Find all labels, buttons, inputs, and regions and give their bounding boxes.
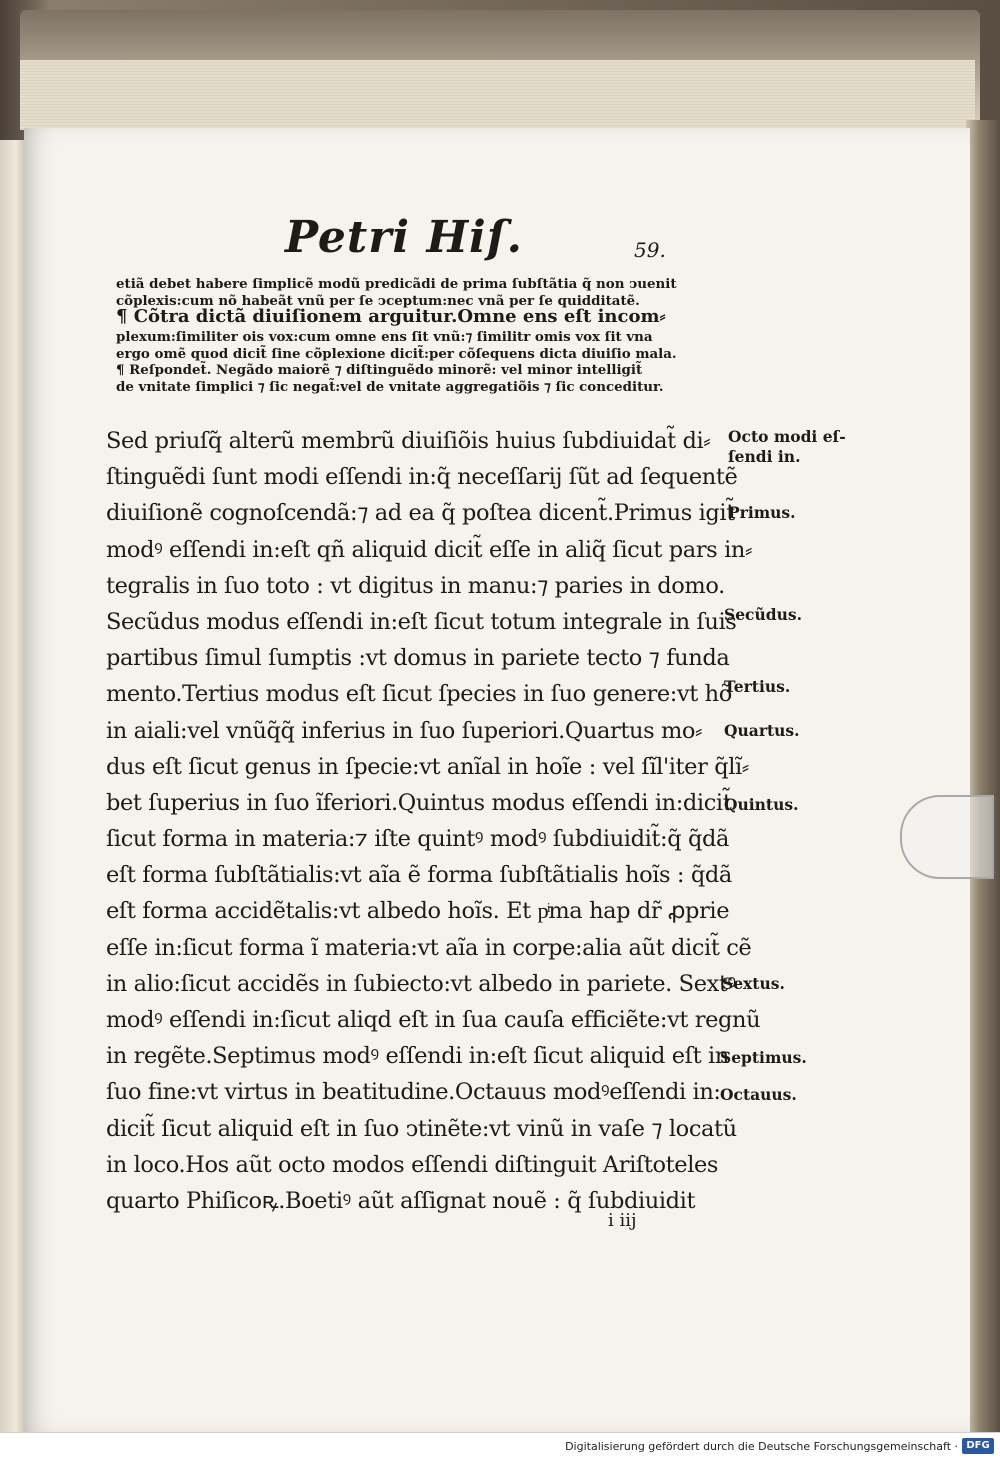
text-line: in regẽte.Septimus modꝰ eſſendi in:eſt ſicut aliquid eſt in [106, 1043, 729, 1070]
folio-number: 59. [634, 238, 666, 262]
text-line: cõplexis:cum nõ habeãt vnũ per ſe ↄceptum:nec vnã per ſe quidditatẽ. [116, 292, 640, 309]
text-line: diuiſionẽ cognoſcendã:⁊ ad ea q̃ poſtea dicent̃.Primus igit̃ [106, 500, 735, 527]
margin-note-octo-modi: Octo modi eſ- [728, 427, 846, 446]
text-line: de vnitate ſimplici ⁊ ſic negat̃:vel de vnitate aggregatiõis ⁊ ſic conceditur. [116, 378, 664, 395]
text-line: ¶ Reſpondet̃. Negãdo maiorẽ ⁊ diſtinguẽdo minorẽ: vel minor intelligit̃ [116, 362, 643, 378]
running-head: Petri Hiſ. [285, 212, 523, 263]
margin-note-primus: Primus. [728, 503, 796, 522]
footer-credit: Digitalisierung gefördert durch die Deutsche Forschungsgemeinschaft · [565, 1440, 958, 1453]
text-line: eſſe in:ſicut forma ĩ materia:vt aĩa in corpe:alia aũt dicit̃ cẽ [106, 934, 752, 961]
text-line: modꝰ eſſendi in:ſicut aliqd eſt in ſua cauſa efficiẽte:vt regnũ [106, 1007, 761, 1033]
right-binding-edge [966, 120, 1000, 1432]
margin-note-octo-modi-cont: ſendi in. [728, 447, 801, 466]
text-line: in alio:ſicut accidẽs in ſubiecto:vt albedo in pariete. Sextꝰ [106, 970, 736, 997]
margin-note-quintus: Quintus. [724, 795, 799, 814]
signature-mark: i iij [608, 1210, 637, 1231]
text-line: dus eſt ſicut genus in ſpecie:vt anĩal in hoĩe : vel ſĩl'iter q̃lĩ⸗ [106, 753, 749, 780]
small-type-block [116, 276, 716, 395]
text-line: dicit̃ ſicut aliquid eſt in ſuo ↄtinẽte:vt vinũ in vaſe ⁊ locatũ [106, 1115, 737, 1142]
margin-note-secundus: Secũdus. [724, 605, 802, 624]
margin-note-sextus: Sextus. [722, 974, 785, 993]
text-line: tegralis in ſuo toto : vt digitus in manu:⁊ paries in domo. [106, 572, 725, 599]
text-line: ¶ Cõtra dictã diuiſionem arguitur.Omne ens eſt incom⸗ [116, 306, 666, 327]
text-line: ſicut forma in materia:⁊ iſte quintꝰ modꝰ ſubdiuidit̃:q̃ q̃dã [106, 826, 729, 853]
dfg-logo[interactable]: DFG [962, 1438, 994, 1454]
text-line: etiã debet habere ſimplicẽ modũ predicãdi de prima ſubſtãtia q̃ non ↄuenit [116, 276, 677, 292]
text-line: partibus ſimul ſumptis :vt domus in pariete tecto ⁊ funda [106, 645, 730, 672]
text-line: Sed priuſq̃ alterũ membrũ diuiſiõis huius ſubdiuidat̃ di⸗ [106, 428, 711, 454]
page-edges [20, 60, 975, 130]
footer-bar [0, 1432, 1000, 1460]
text-line: Secũdus modus eſſendi in:eſt ſicut totum integrale in ſuis [106, 608, 737, 635]
text-line: bet ſuperius in ſuo ĩferiori.Quintus modus eſſendi in:dicit̃ [106, 789, 732, 816]
text-line: ergo omẽ quod dicit̃ ſine cõplexione dicit̃:per cõſequens dicta diuiſio mala. [116, 345, 677, 362]
page-clip [900, 795, 994, 879]
text-line: mento.Tertius modus eſt ſicut ſpecies in ſuo genere:vt hõ [106, 681, 732, 708]
text-line: in loco.Hos aũt octo modos eſſendi diſtinguit Ariſtoteles [106, 1151, 719, 1178]
margin-note-septimus: Septimus. [720, 1048, 807, 1067]
text-line: plexum:ſimiliter ois vox:cum omne ens ſit vnũ:⁊ ſimilitr omis vox ſit vna [116, 329, 653, 345]
text-line: eſt forma accidẽtalis:vt albedo hoĩs. Et pͥma hap dr̃ ꝓprie [106, 898, 730, 925]
text-line: ſtinguẽdi ſunt modi eſſendi in:q̃ neceſſarij ſũt ad ſequentẽ [106, 464, 738, 491]
margin-note-quartus: Quartus. [724, 721, 800, 740]
left-page-edge [0, 140, 26, 1432]
text-line: ſuo fine:vt virtus in beatitudine.Octauus modꝰeſſendi in: [106, 1079, 721, 1106]
text-line: eſt forma ſubſtãtialis:vt aĩa ẽ forma ſubſtãtialis hoĩs : q̃dã [106, 862, 732, 889]
margin-note-octauus: Octauus. [720, 1085, 797, 1104]
text-line: quarto Phiſicoꝶ.Boetiꝰ aũt aſſignat nouẽ : q̃ ſubdiuidit [106, 1187, 696, 1214]
text-line: modꝰ eſſendi in:eſt qñ aliquid dicit̃ eſſe in aliq̃ ſicut pars in⸗ [106, 536, 753, 563]
text-line: in aiali:vel vnũq̃q̃ inferius in ſuo ſuperiori.Quartus mo⸗ [106, 717, 703, 744]
margin-note-tertius: Tertius. [724, 677, 791, 696]
